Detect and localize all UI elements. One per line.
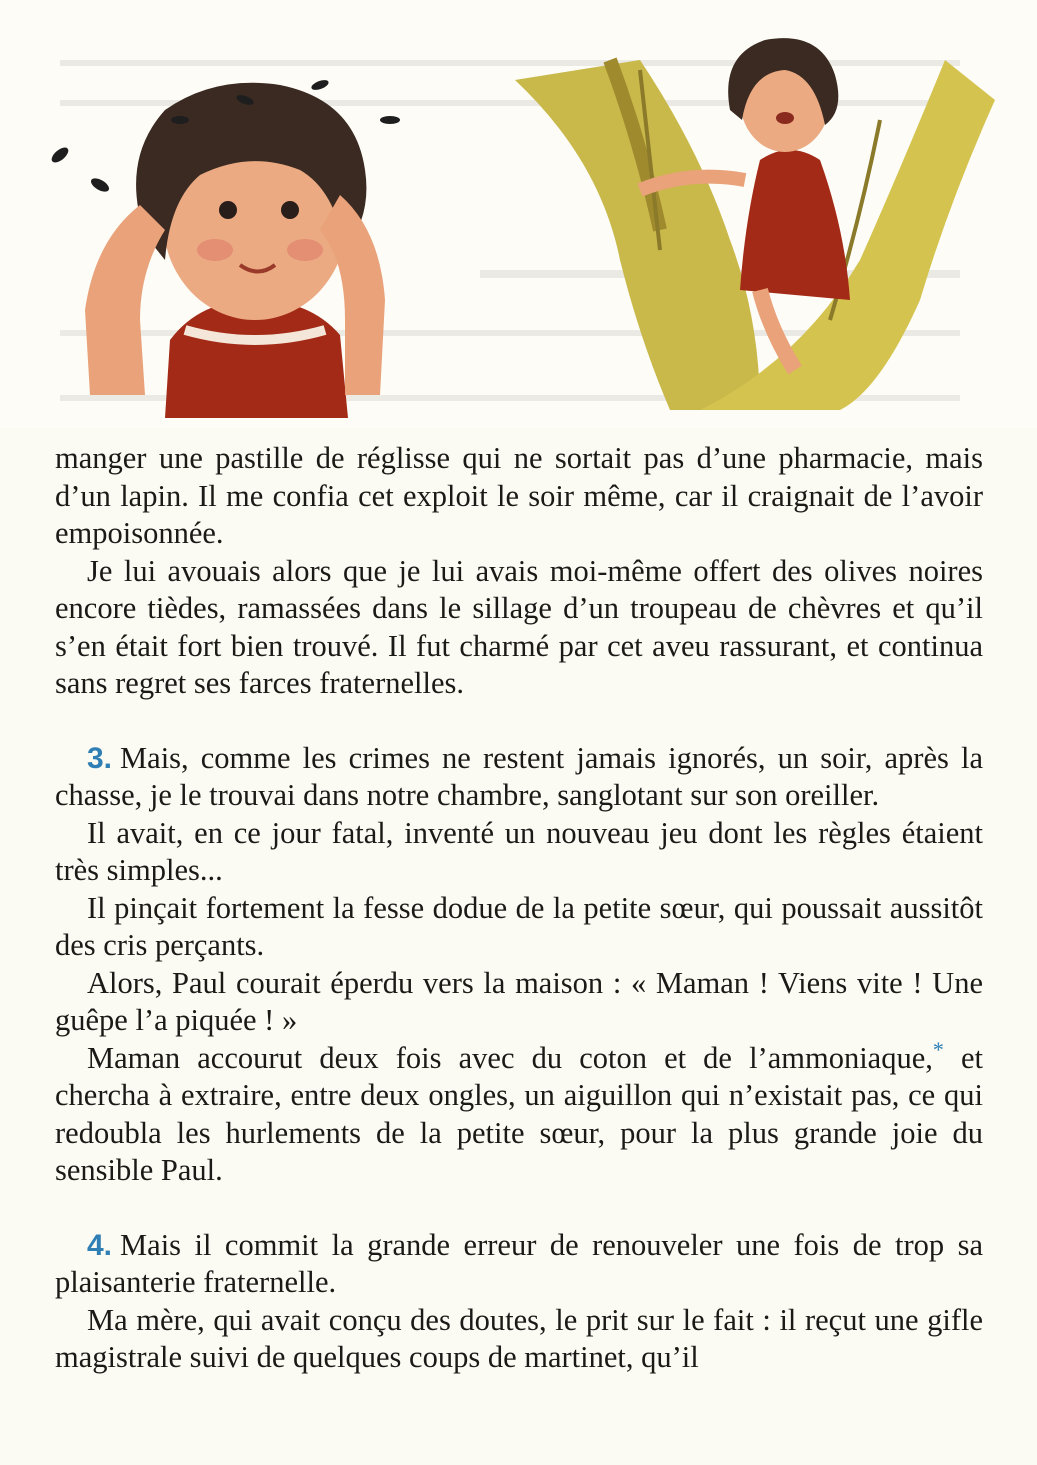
paragraph-2: Je lui avouais alors que je lui avais moi-même offert des olives noires encore tièdes, ramassées dans le sillage d’un troupeau de chèvres et qu’il s’en était fort bien trouvé. Il fut charmé par cet aveu rassurant, et continua sans regret ses farces fraternelles. [55,553,983,700]
section-number-3: 3. [87,741,113,775]
story-text [55,440,983,1377]
glossary-star: * [932,1036,944,1062]
paragraph-7 [55,1036,983,1190]
paragraph-5: Il pinçait fortement la fesse dodue de la petite sœur, qui poussait aussitôt des cris perçants. [55,890,983,962]
paragraph-6: Alors, Paul courait éperdu vers la maison : « Maman ! Viens vite ! Une guêpe l’a piquée ! » [55,965,983,1037]
paragraph-8 [55,1227,983,1302]
left-girl [49,78,400,418]
section-number-4: 4. [87,1228,113,1262]
paragraph-7-text-a: Maman accourut deux fois avec du coton et de l’ammoniaque, [87,1040,933,1075]
paragraph-7-text-b: et chercha à extraire, entre deux ongles, un aiguillon qui n’existait pas, ce qui redoubla les hurlements de la petite sœur, pour la plus grande joie du sensible Paul. [55,1040,983,1187]
paragraph-1: manger une pastille de réglisse qui ne sortait pas d’une pharmacie, mais d’un lapin. Il me confia cet exploit le soir même, car il craignait de l’avoir empoisonnée. [55,441,983,550]
paragraph-9: Ma mère, qui avait conçu des doutes, le prit sur le fait : il reçut une gifle magistrale suivi de quelques coups de martinet, qu’il [55,1302,983,1374]
paragraph-4: Il avait, en ce jour fatal, inventé un nouveau jeu dont les règles étaient très simples... [55,815,983,887]
illustration-drawing [0,0,1037,428]
paragraph-3-text: Mais, comme les crimes ne restent jamais ignorés, un soir, après la chasse, je le trouvai dans notre chambre, sanglotant sur son oreiller. [55,740,983,812]
right-tree-and-girl [515,38,995,410]
illustration [0,0,1037,428]
paragraph-3 [55,740,983,815]
paragraph-8-text: Mais il commit la grande erreur de renouveler une fois de trop sa plaisanterie fraternelle. [55,1227,983,1299]
